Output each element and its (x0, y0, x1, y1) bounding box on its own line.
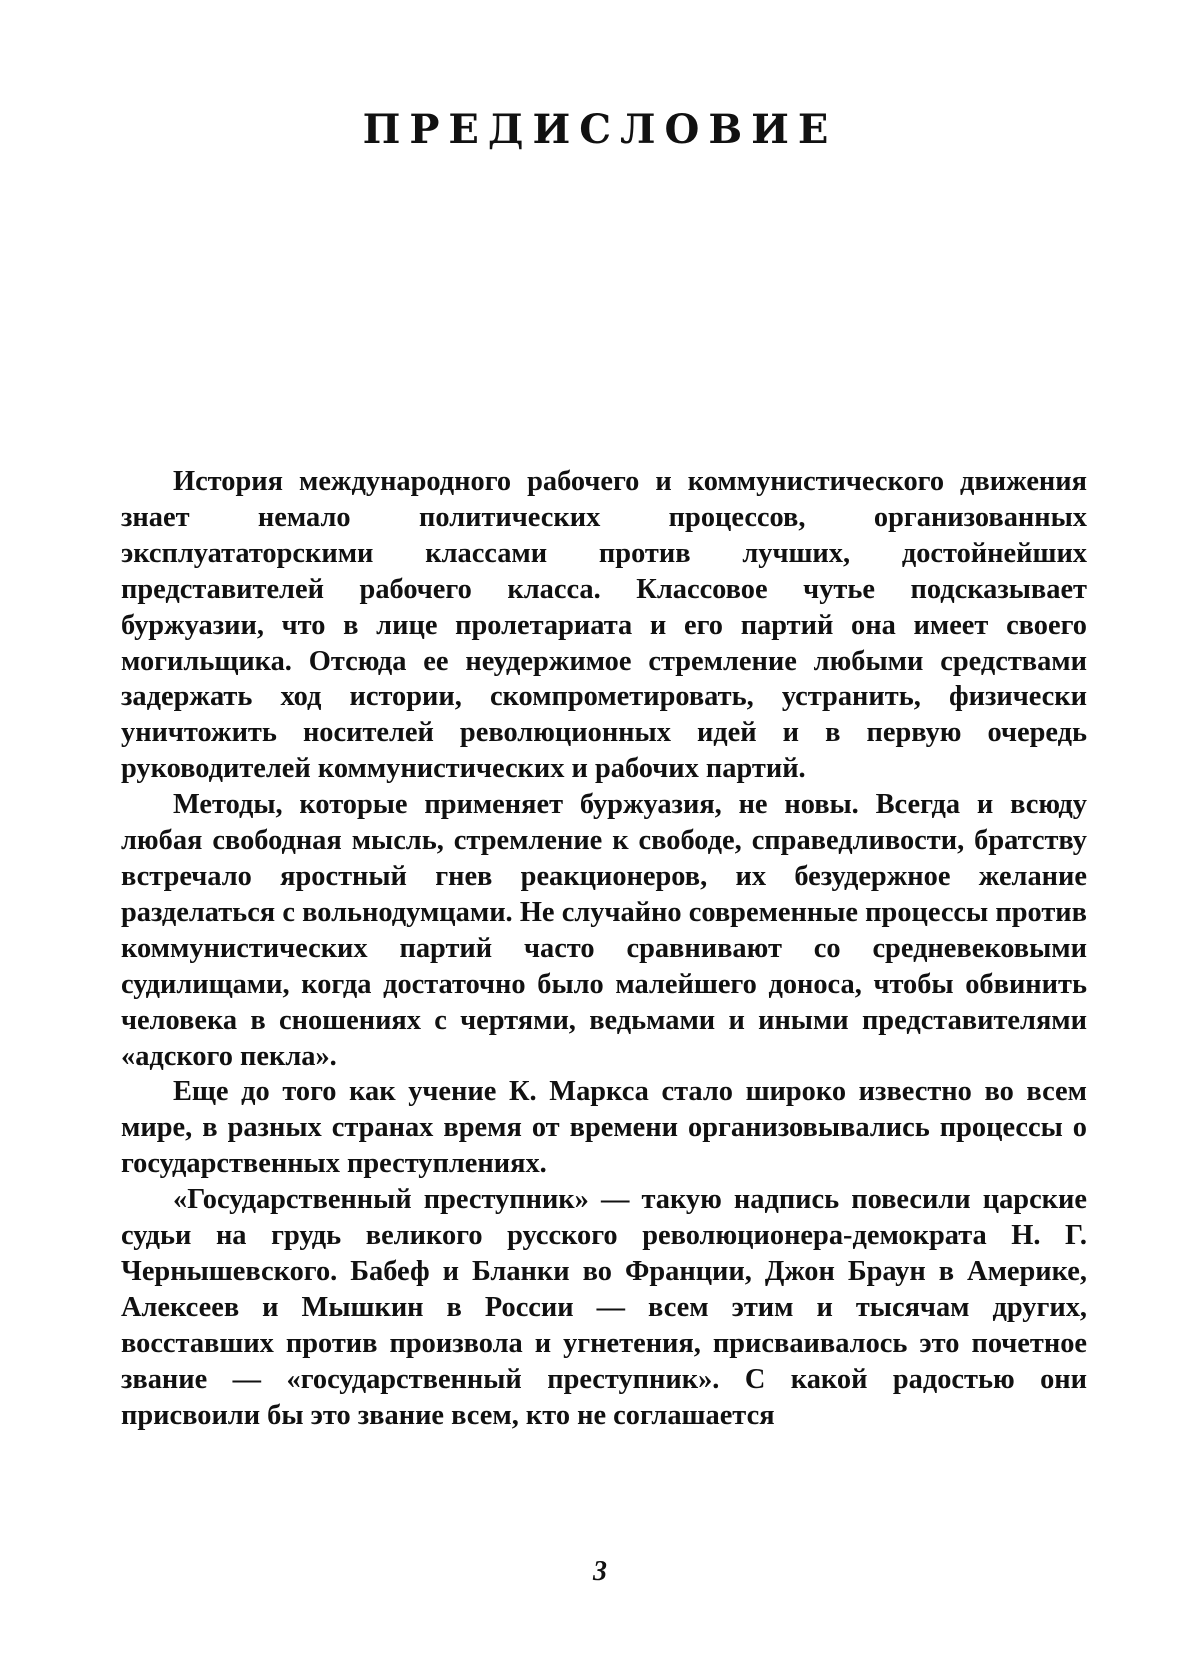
body-text (121, 464, 1087, 1433)
paragraph: Методы, которые применяет буржуазия, не новы. Всегда и всюду любая свободная мысль, стремление к свободе, справедливости, братству встречало яростный гнев реакционеров, их безудержное желание разделаться с вольнодумцами. Не случайно современные процессы против коммунистических партий часто сравнивают со средневековыми судилищами, когда достаточно было малейшего доноса, чтобы обвинить человека в сношениях с чертями, ведьмами и иными представителями «адского пекла». (121, 789, 1087, 1072)
chapter-title: ПРЕДИСЛОВИЕ (362, 106, 838, 153)
paragraph: Еще до того как учение К. Маркса стало широко известно во всем мире, в разных странах время от времени организовывались процессы о государственных преступлениях. (121, 1076, 1087, 1180)
paragraph: История международного рабочего и коммунистического движения знает немало политических процессов, организованных эксплуататорскими классами против лучших, достойнейших представителей рабочего класса. Классовое чутье подсказывает буржуазии, что в лице пролетариата и его партий она имеет своего могильщика. Отсюда ее неудержимое стремление любыми средствами задержать ход истории, скомпрометировать, устранить, физически уничтожить носителей революционных идей и в первую очередь руководителей коммунистических и рабочих партий. (121, 466, 1087, 785)
page-number: 3 (593, 1556, 607, 1587)
paragraph: «Государственный преступник» — такую надпись повесили царские судьи на грудь великого русского революционера-демократа Н. Г. Чернышевского. Бабеф и Бланки во Франции, Джон Браун в Америке, Алексеев и Мышкин в России — всем этим и тысячам других, восставших против произвола и угнетения, присваивалось это почетное звание — «государственный преступник». С какой радостью они присвоили бы это звание всем, кто не соглашается (121, 1184, 1087, 1431)
